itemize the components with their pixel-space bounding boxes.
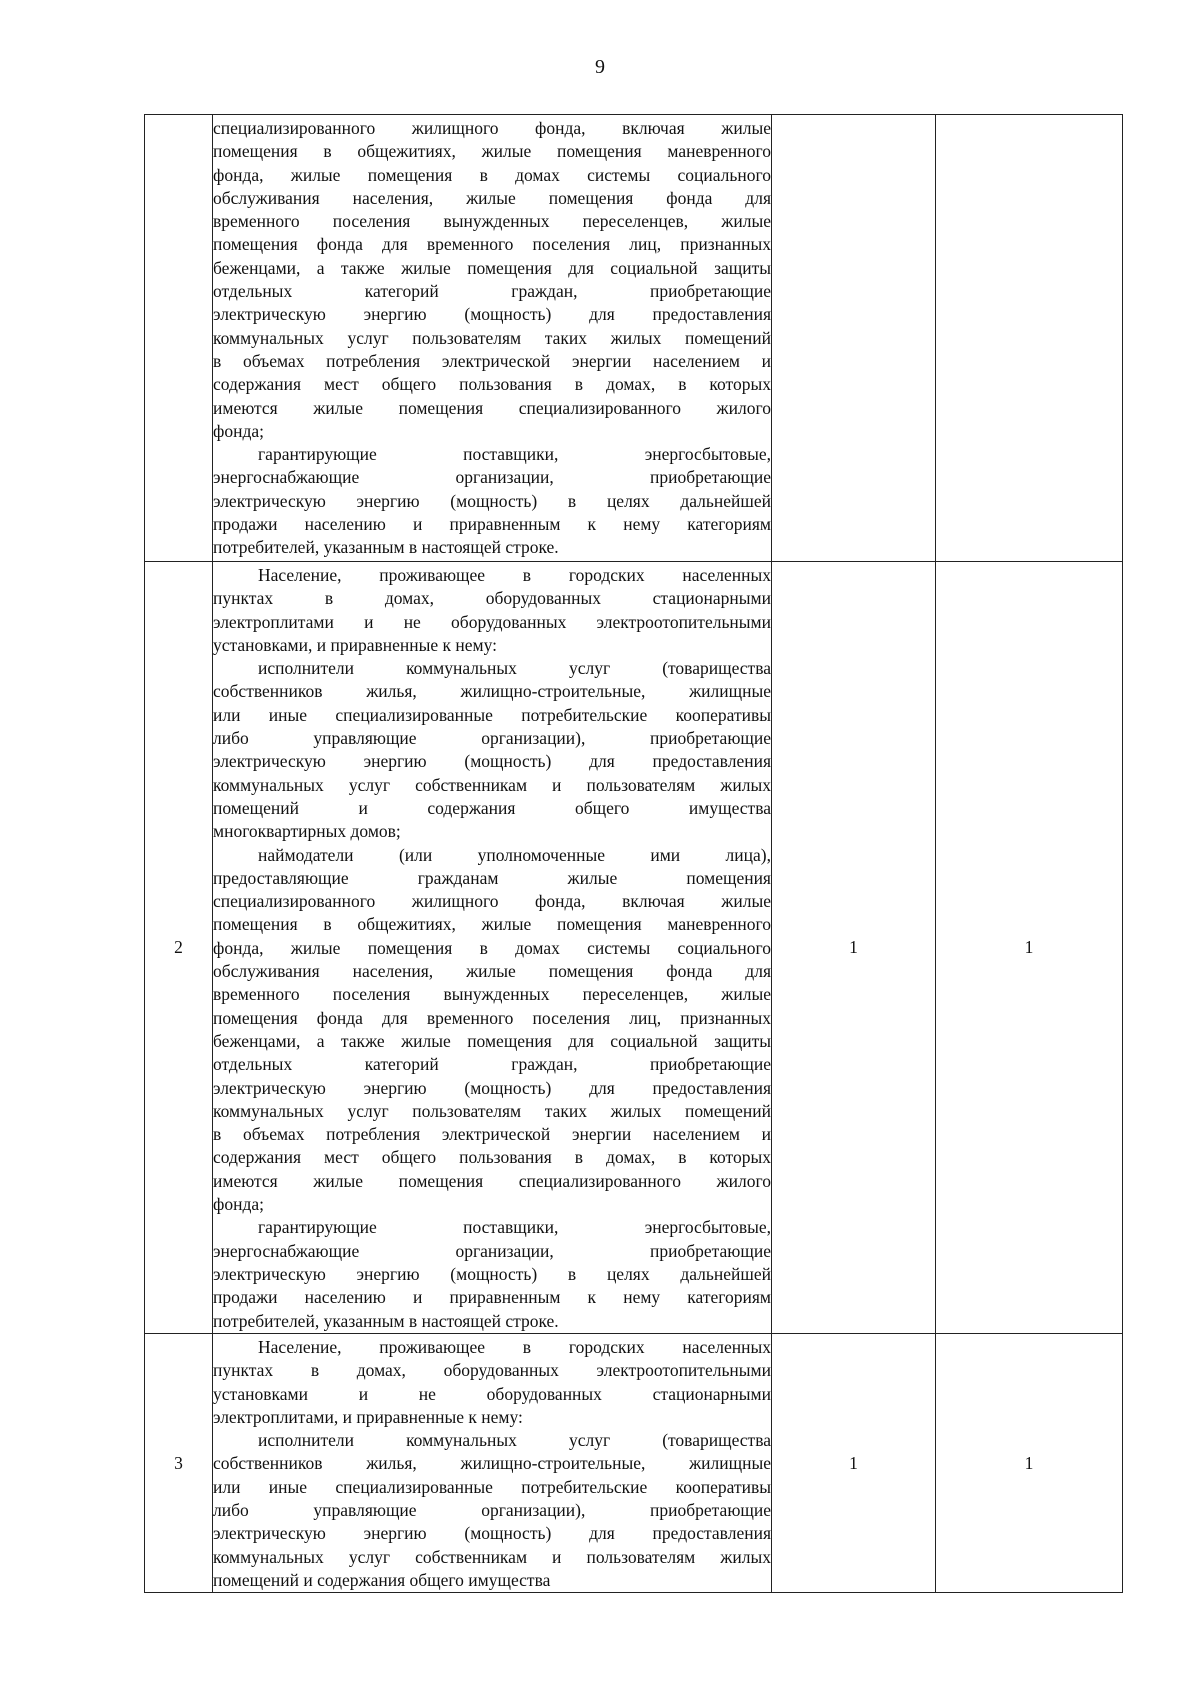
- description-line: либо управляющие организации), приобретающие: [213, 728, 771, 749]
- description-line: собственников жилья, жилищно-строительные, жилищные: [213, 681, 771, 702]
- description-line: фонда;: [213, 1194, 264, 1215]
- description-line: предоставляющие гражданам жилые помещения: [213, 867, 771, 888]
- description-line: обслуживания населения, жилые помещения фонда для: [213, 187, 771, 208]
- description-line: электроплитами, и приравненные к нему:: [213, 1406, 523, 1427]
- description-line: электрическую энергию (мощность) в целях дальнейшей: [213, 1263, 771, 1284]
- description-line: электрическую энергию (мощность) для предоставления: [213, 1077, 771, 1098]
- description-line: временного поселения вынужденных переселенцев, жилые: [213, 984, 771, 1005]
- description-line: коммунальных услуг пользователям таких жилых помещений: [213, 327, 771, 348]
- description-line: коммунальных услуг собственникам и пользователям жилых: [213, 774, 771, 795]
- value-cell-1: [772, 115, 936, 562]
- description-line: коммунальных услуг пользователям таких жилых помещений: [213, 1100, 771, 1121]
- table-row: [145, 1334, 1123, 1593]
- description-line: электрическую энергию (мощность) для предоставления: [213, 1523, 771, 1544]
- description-line: Население, проживающее в городских населенных: [258, 565, 771, 585]
- description-line: или иные специализированные потребительские кооперативы: [213, 1476, 771, 1497]
- table-row: [145, 562, 1123, 1334]
- description-line: исполнители коммунальных услуг (товарищества: [258, 658, 771, 679]
- value-cell-2: 1: [936, 562, 1123, 1334]
- description-line: фонда, жилые помещения в домах системы социального: [213, 937, 771, 958]
- description-line: либо управляющие организации), приобретающие: [213, 1500, 771, 1521]
- description-line: продажи населению и приравненным к нему категориям: [213, 1287, 771, 1308]
- description-line: временного поселения вынужденных переселенцев, жилые: [213, 211, 771, 232]
- description-line: Население, проживающее в городских населенных: [258, 1337, 771, 1357]
- description-cell: [213, 115, 772, 562]
- description-line: коммунальных услуг собственникам и пользователям жилых: [213, 1546, 771, 1567]
- description-line: помещения в общежитиях, жилые помещения маневренного: [213, 141, 771, 162]
- description-line: отдельных категорий граждан, приобретающие: [213, 1054, 771, 1075]
- description-line: беженцами, а также жилые помещения для социальной защиты: [213, 257, 771, 278]
- row-number-cell: [145, 115, 213, 562]
- description-line: помещений и содержания общего имущества: [213, 1569, 551, 1590]
- description-line: обслуживания населения, жилые помещения фонда для: [213, 961, 771, 982]
- description-line: помещений и содержания общего имущества: [213, 797, 771, 818]
- description-line: помещения фонда для временного поселения лиц, признанных: [213, 1007, 771, 1028]
- description-line: фонда;: [213, 420, 264, 441]
- description-line: содержания мест общего пользования в домах, в которых: [213, 374, 771, 395]
- description-line: потребителей, указанным в настоящей строке.: [213, 1310, 559, 1331]
- description-line: содержания мест общего пользования в домах, в которых: [213, 1147, 771, 1168]
- description-line: помещения в общежитиях, жилые помещения маневренного: [213, 914, 771, 935]
- description-line: установками и не оборудованных стационарными: [213, 1383, 771, 1404]
- description-line: гарантирующие поставщики, энергосбытовые,: [258, 1217, 771, 1238]
- description-line: пунктах в домах, оборудованных стационарными: [213, 588, 771, 609]
- description-line: многоквартирных домов;: [213, 821, 401, 842]
- description-line: энергоснабжающие организации, приобретающие: [213, 467, 771, 488]
- description-line: имеются жилые помещения специализированного жилого: [213, 1170, 771, 1191]
- table-row: [145, 115, 1123, 562]
- description-line: фонда, жилые помещения в домах системы социального: [213, 164, 771, 185]
- description-line: электроплитами и не оборудованных электроотопительными: [213, 611, 771, 632]
- description-line: беженцами, а также жилые помещения для социальной защиты: [213, 1030, 771, 1051]
- description-line: в объемах потребления электрической энергии населением и: [213, 1124, 771, 1145]
- description-line: или иные специализированные потребительские кооперативы: [213, 704, 771, 725]
- row-number-cell: 2: [145, 562, 213, 1334]
- description-line: электрическую энергию (мощность) в целях дальнейшей: [213, 490, 771, 511]
- description-line: электрическую энергию (мощность) для предоставления: [213, 304, 771, 325]
- description-line: помещения фонда для временного поселения лиц, признанных: [213, 234, 771, 255]
- description-line: наймодатели (или уполномоченные ими лица),: [258, 844, 771, 865]
- description-line: продажи населению и приравненным к нему категориям: [213, 514, 771, 535]
- value-cell-1: 1: [772, 1334, 936, 1593]
- description-line: потребителей, указанным в настоящей строке.: [213, 537, 559, 558]
- value-cell-1: 1: [772, 562, 936, 1334]
- description-line: электрическую энергию (мощность) для предоставления: [213, 751, 771, 772]
- description-line: гарантирующие поставщики, энергосбытовые,: [258, 444, 771, 465]
- description-cell: [213, 1334, 772, 1593]
- description-line: энергоснабжающие организации, приобретающие: [213, 1240, 771, 1261]
- page-number: 9: [595, 56, 605, 78]
- value-cell-2: [936, 115, 1123, 562]
- description-line: специализированного жилищного фонда, включая жилые: [213, 891, 771, 912]
- description-line: исполнители коммунальных услуг (товарищества: [258, 1430, 771, 1451]
- description-line: специализированного жилищного фонда, включая жилые: [213, 118, 771, 138]
- description-cell: [213, 562, 772, 1334]
- description-line: в объемах потребления электрической энергии населением и: [213, 350, 771, 371]
- description-line: имеются жилые помещения специализированного жилого: [213, 397, 771, 418]
- description-line: установками, и приравненные к нему:: [213, 634, 497, 655]
- tariff-table: [144, 114, 1123, 1593]
- value-cell-2: 1: [936, 1334, 1123, 1593]
- description-line: отдельных категорий граждан, приобретающие: [213, 281, 771, 302]
- row-number-cell: 3: [145, 1334, 213, 1593]
- description-line: собственников жилья, жилищно-строительные, жилищные: [213, 1453, 771, 1474]
- description-line: пунктах в домах, оборудованных электроотопительными: [213, 1360, 771, 1381]
